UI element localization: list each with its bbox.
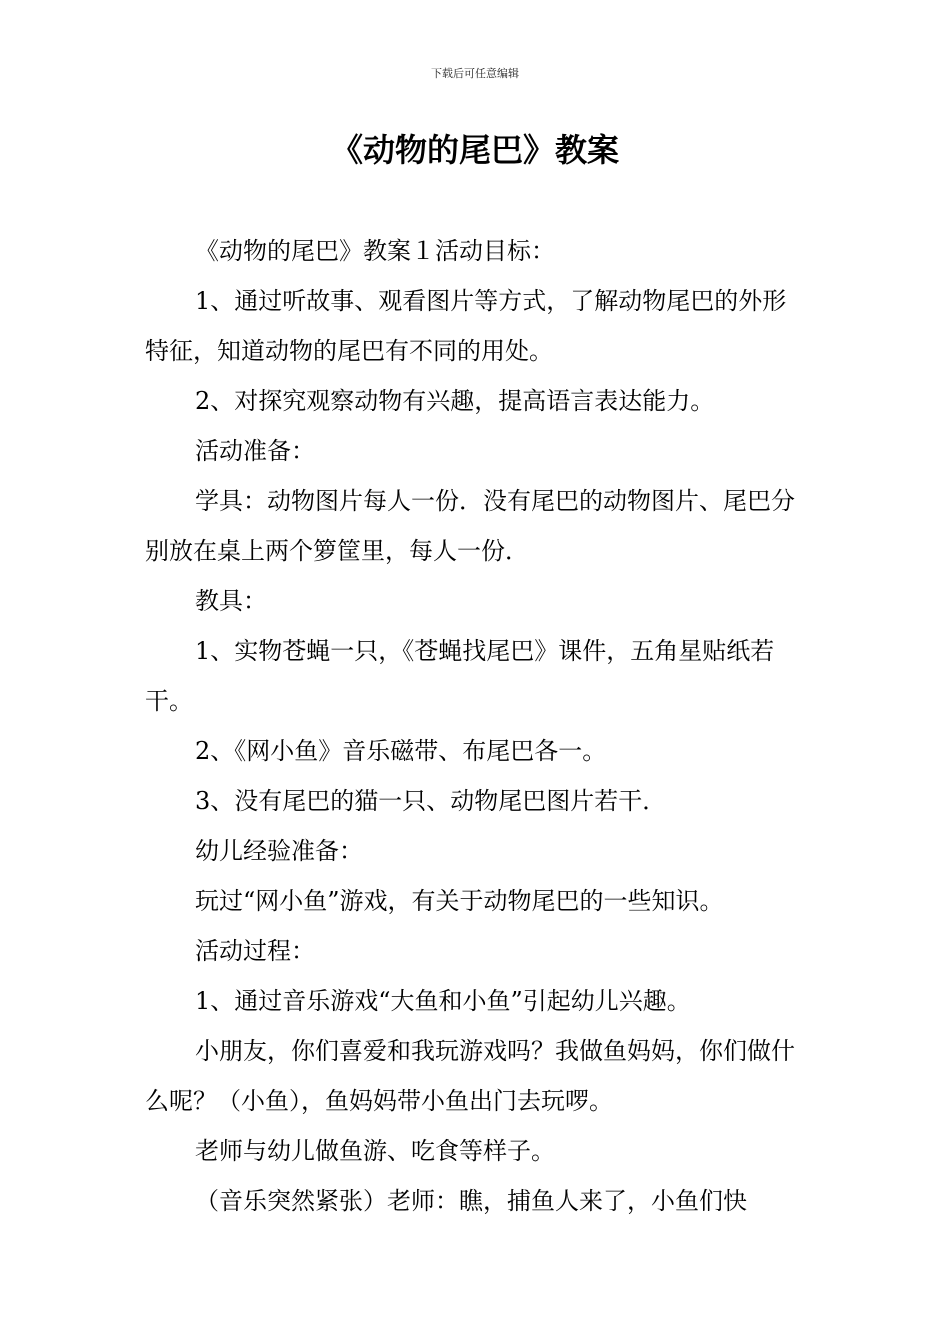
- document-body: [145, 226, 805, 1226]
- paragraph: 3、没有尾巴的猫一只、动物尾巴图片若干．: [195, 787, 667, 815]
- paragraph: 活动过程：: [195, 937, 315, 965]
- paragraph: 1、通过音乐游戏“大鱼和小鱼”引起幼儿兴趣。: [195, 987, 691, 1015]
- paragraph: 《动物的尾巴》教案１活动目标：: [195, 237, 555, 265]
- paragraph: 老师与幼儿做鱼游、吃食等样子。: [195, 1137, 555, 1165]
- paragraph: （音乐突然紧张）老师：瞧，捕鱼人来了，小鱼们快: [195, 1187, 747, 1215]
- paragraph: 1、通过听故事、观看图片等方式，了解动物尾巴的外形特征，知道动物的尾巴有不同的用处。: [145, 287, 787, 365]
- paragraph: 玩过“网小鱼”游戏，有关于动物尾巴的一些知识。: [195, 887, 724, 915]
- paragraph: 小朋友，你们喜爱和我玩游戏吗？我做鱼妈妈，你们做什么呢？（小鱼），鱼妈妈带小鱼出门去玩啰。: [145, 1037, 795, 1115]
- paragraph: 教具：: [195, 587, 267, 615]
- paragraph: 2、《网小鱼》音乐磁带、布尾巴各一。: [195, 737, 607, 765]
- paragraph: 活动准备：: [195, 437, 315, 465]
- header-note: 下载后可任意编辑: [431, 67, 519, 80]
- document-title: 《动物的尾巴》教案: [330, 131, 619, 169]
- paragraph: 1、实物苍蝇一只，《苍蝇找尾巴》课件，五角星贴纸若干。: [145, 637, 775, 715]
- paragraph: 幼儿经验准备：: [195, 837, 363, 865]
- paragraph: 2、对探究观察动物有兴趣，提高语言表达能力。: [195, 387, 715, 415]
- paragraph: 学具：动物图片每人一份．没有尾巴的动物图片、尾巴分别放在桌上两个箩筐里，每人一份．: [145, 487, 795, 565]
